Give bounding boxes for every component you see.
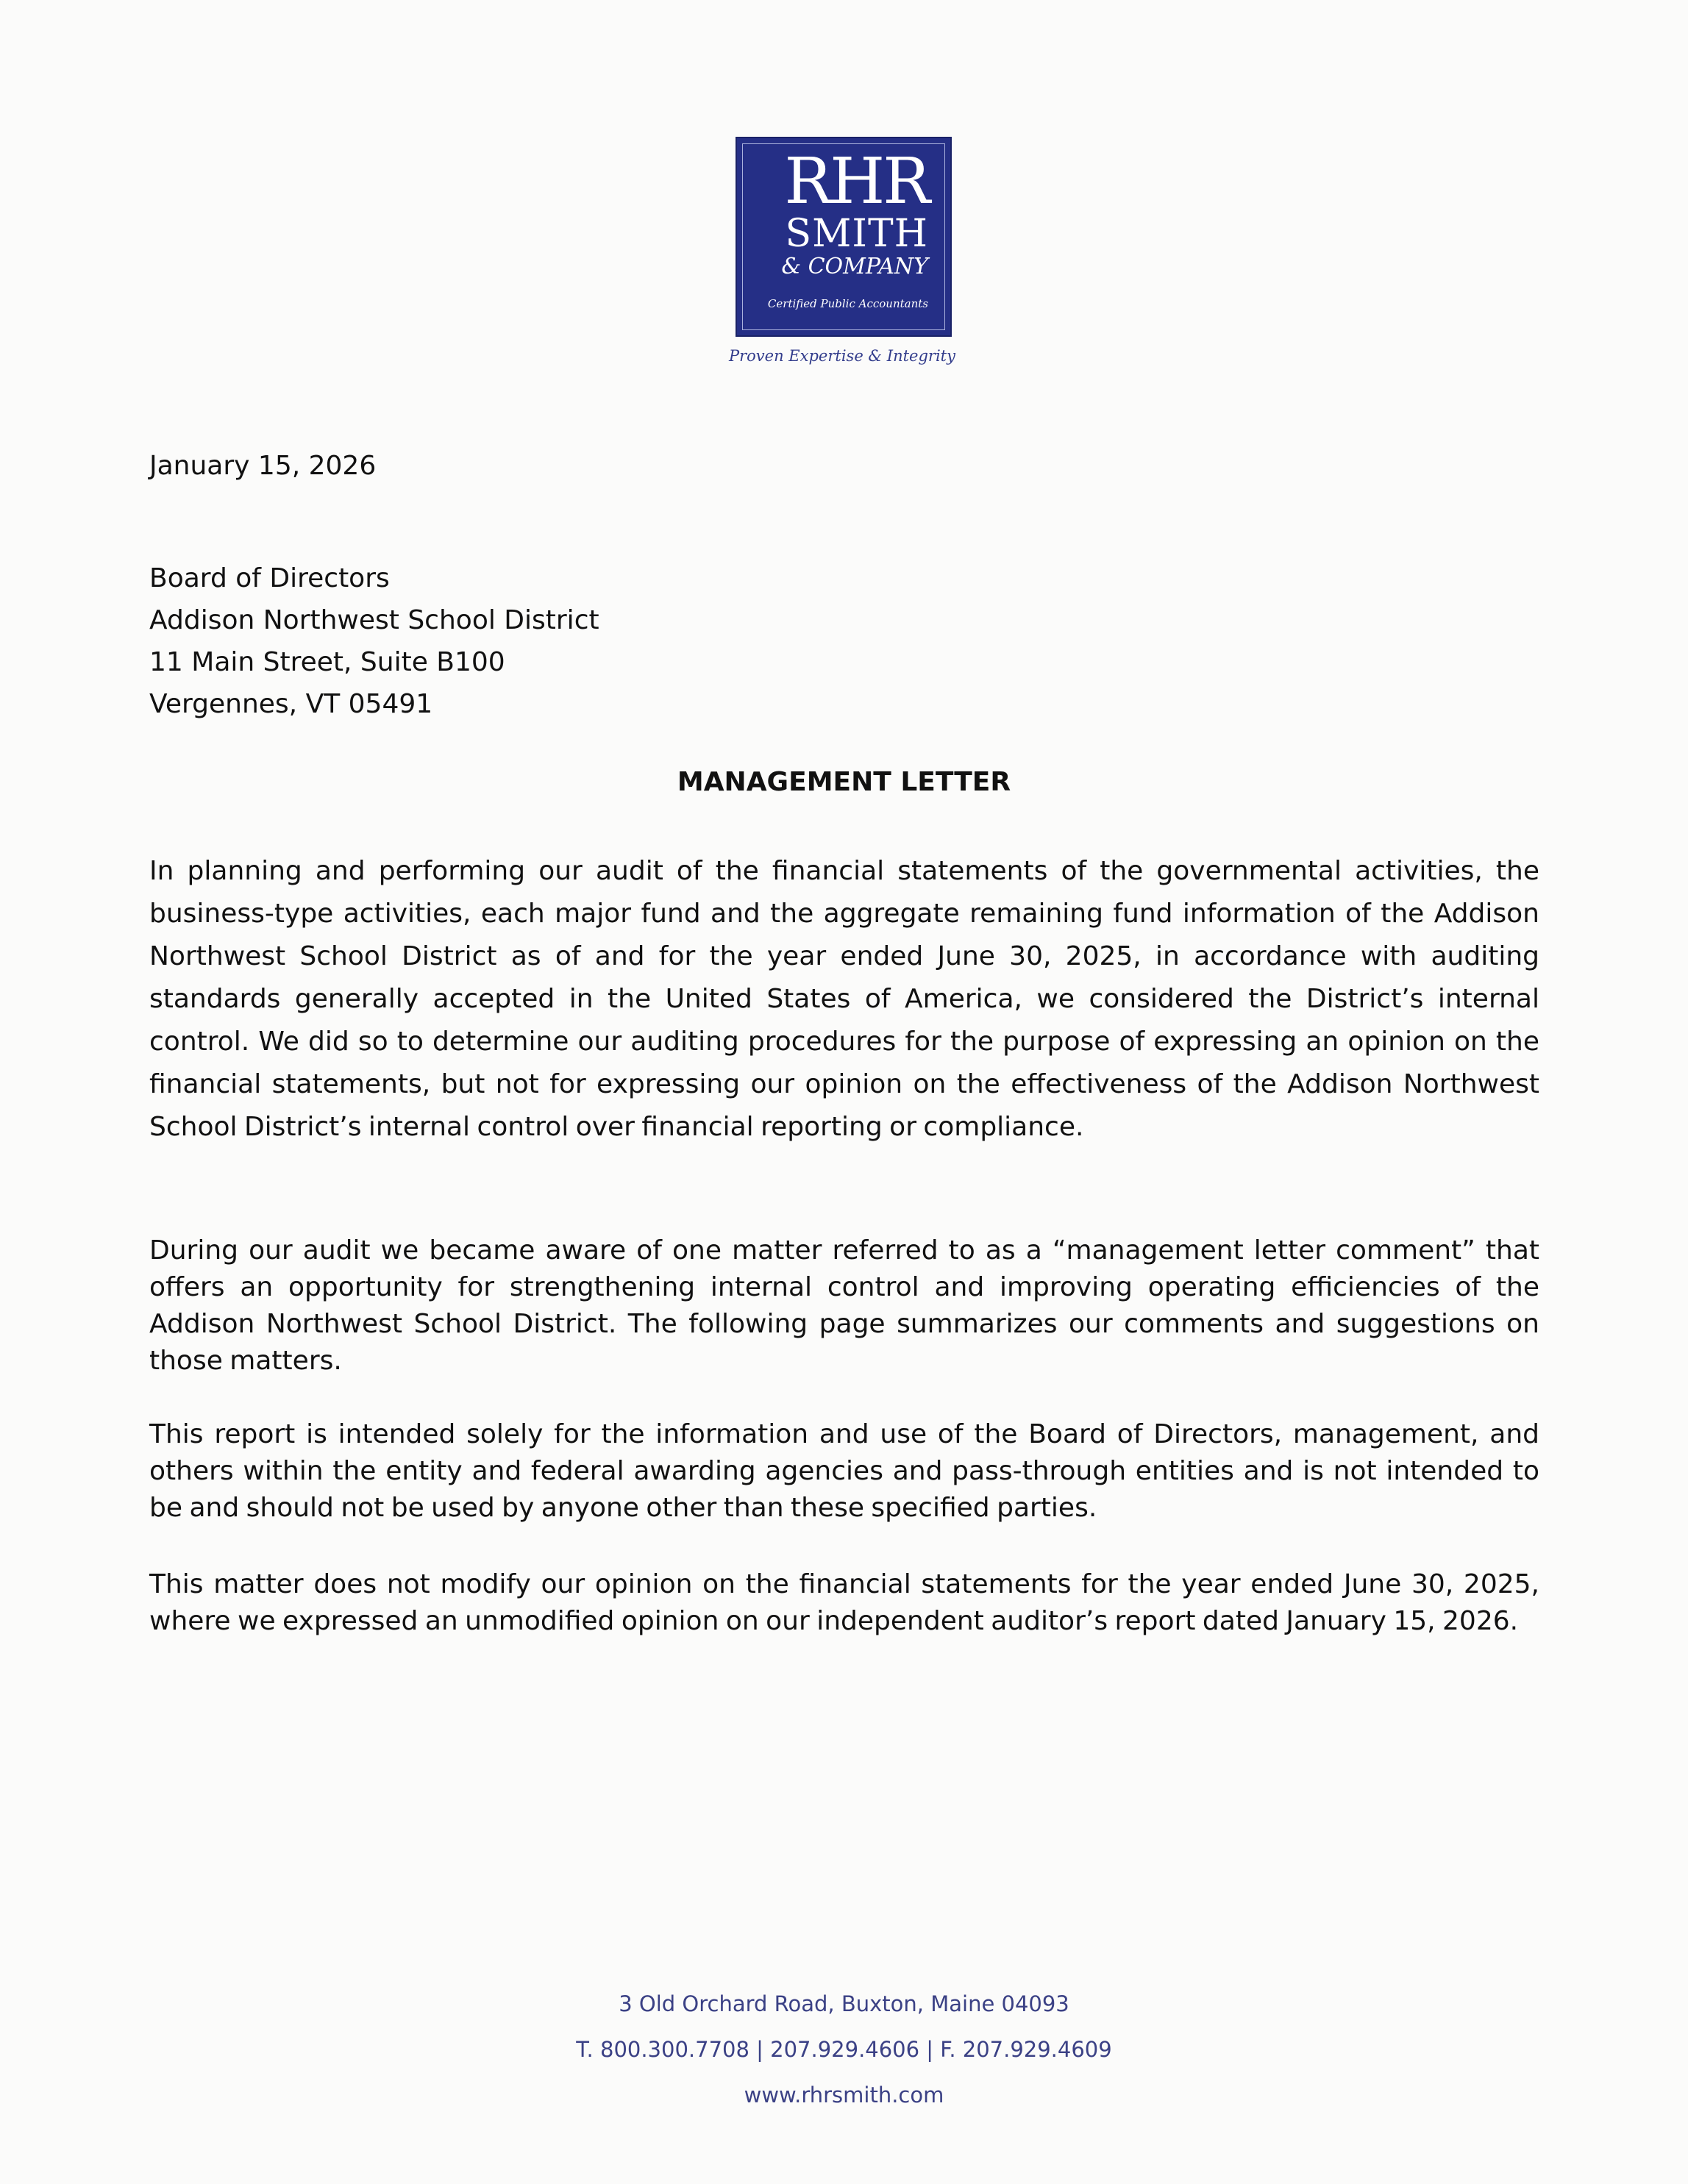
body-paragraph: In planning and performing our audit of the financial statements of the governmental activities, the business-type activities, each major fund and the aggregate remaining fund information of the Addison Northwest School District as of and for the year ended June 30, 2025, in accordance with auditing standards generally accepted in the United States of America, we considered the District’s internal control. We did so to determine our auditing procedures for the purpose of expressing an opinion on the financial statements, but not for expressing our opinion on the effectiveness of the Addison Northwest School District’s internal control over financial reporting or compliance. (149, 856, 1539, 1142)
letter-title: MANAGEMENT LETTER (677, 767, 1011, 797)
letter-date: January 15, 2026 (149, 451, 377, 481)
logo-tagline: Proven Expertise & Integrity (729, 347, 955, 365)
footer-website[interactable]: www.rhrsmith.com (744, 2083, 944, 2108)
address-line: 11 Main Street, Suite B100 (149, 647, 505, 677)
recipient-address (149, 557, 599, 725)
logo-frame (742, 143, 945, 330)
address-line: Addison Northwest School District (149, 605, 599, 635)
body-paragraph: This matter does not modify our opinion on the financial statements for the year ended June 30, 2025, where we expressed an unmodified opinion on our independent auditor’s report dated January 15, 2026. (149, 1569, 1539, 1636)
address-line: Vergennes, VT 05491 (149, 689, 433, 719)
address-line: Board of Directors (149, 563, 390, 593)
footer-phones: T. 800.300.7708 | 207.929.4606 | F. 207.929.4609 (576, 2037, 1112, 2062)
logo-company-text: & COMPANY (781, 254, 928, 279)
logo-smith-text: SMITH (785, 212, 928, 256)
logo-cpa-text: Certified Public Accountants (767, 297, 928, 310)
body-paragraph: During our audit we became aware of one matter referred to as a “management letter comment” that offers an opportunity for strengthening internal control and improving operating efficiencies of the Addison Northwest School District. The following page summarizes our comments and suggestions on those matters. (149, 1235, 1539, 1376)
logo-rhr-text: RHR (784, 145, 928, 218)
company-logo (736, 137, 952, 337)
body-paragraph: This report is intended solely for the information and use of the Board of Directors, management, and others within the entity and federal awarding agencies and pass-through entities and is not intended to be and should not be used by anyone other than these specified parties. (149, 1419, 1539, 1523)
footer-address: 3 Old Orchard Road, Buxton, Maine 04093 (619, 1991, 1069, 2016)
